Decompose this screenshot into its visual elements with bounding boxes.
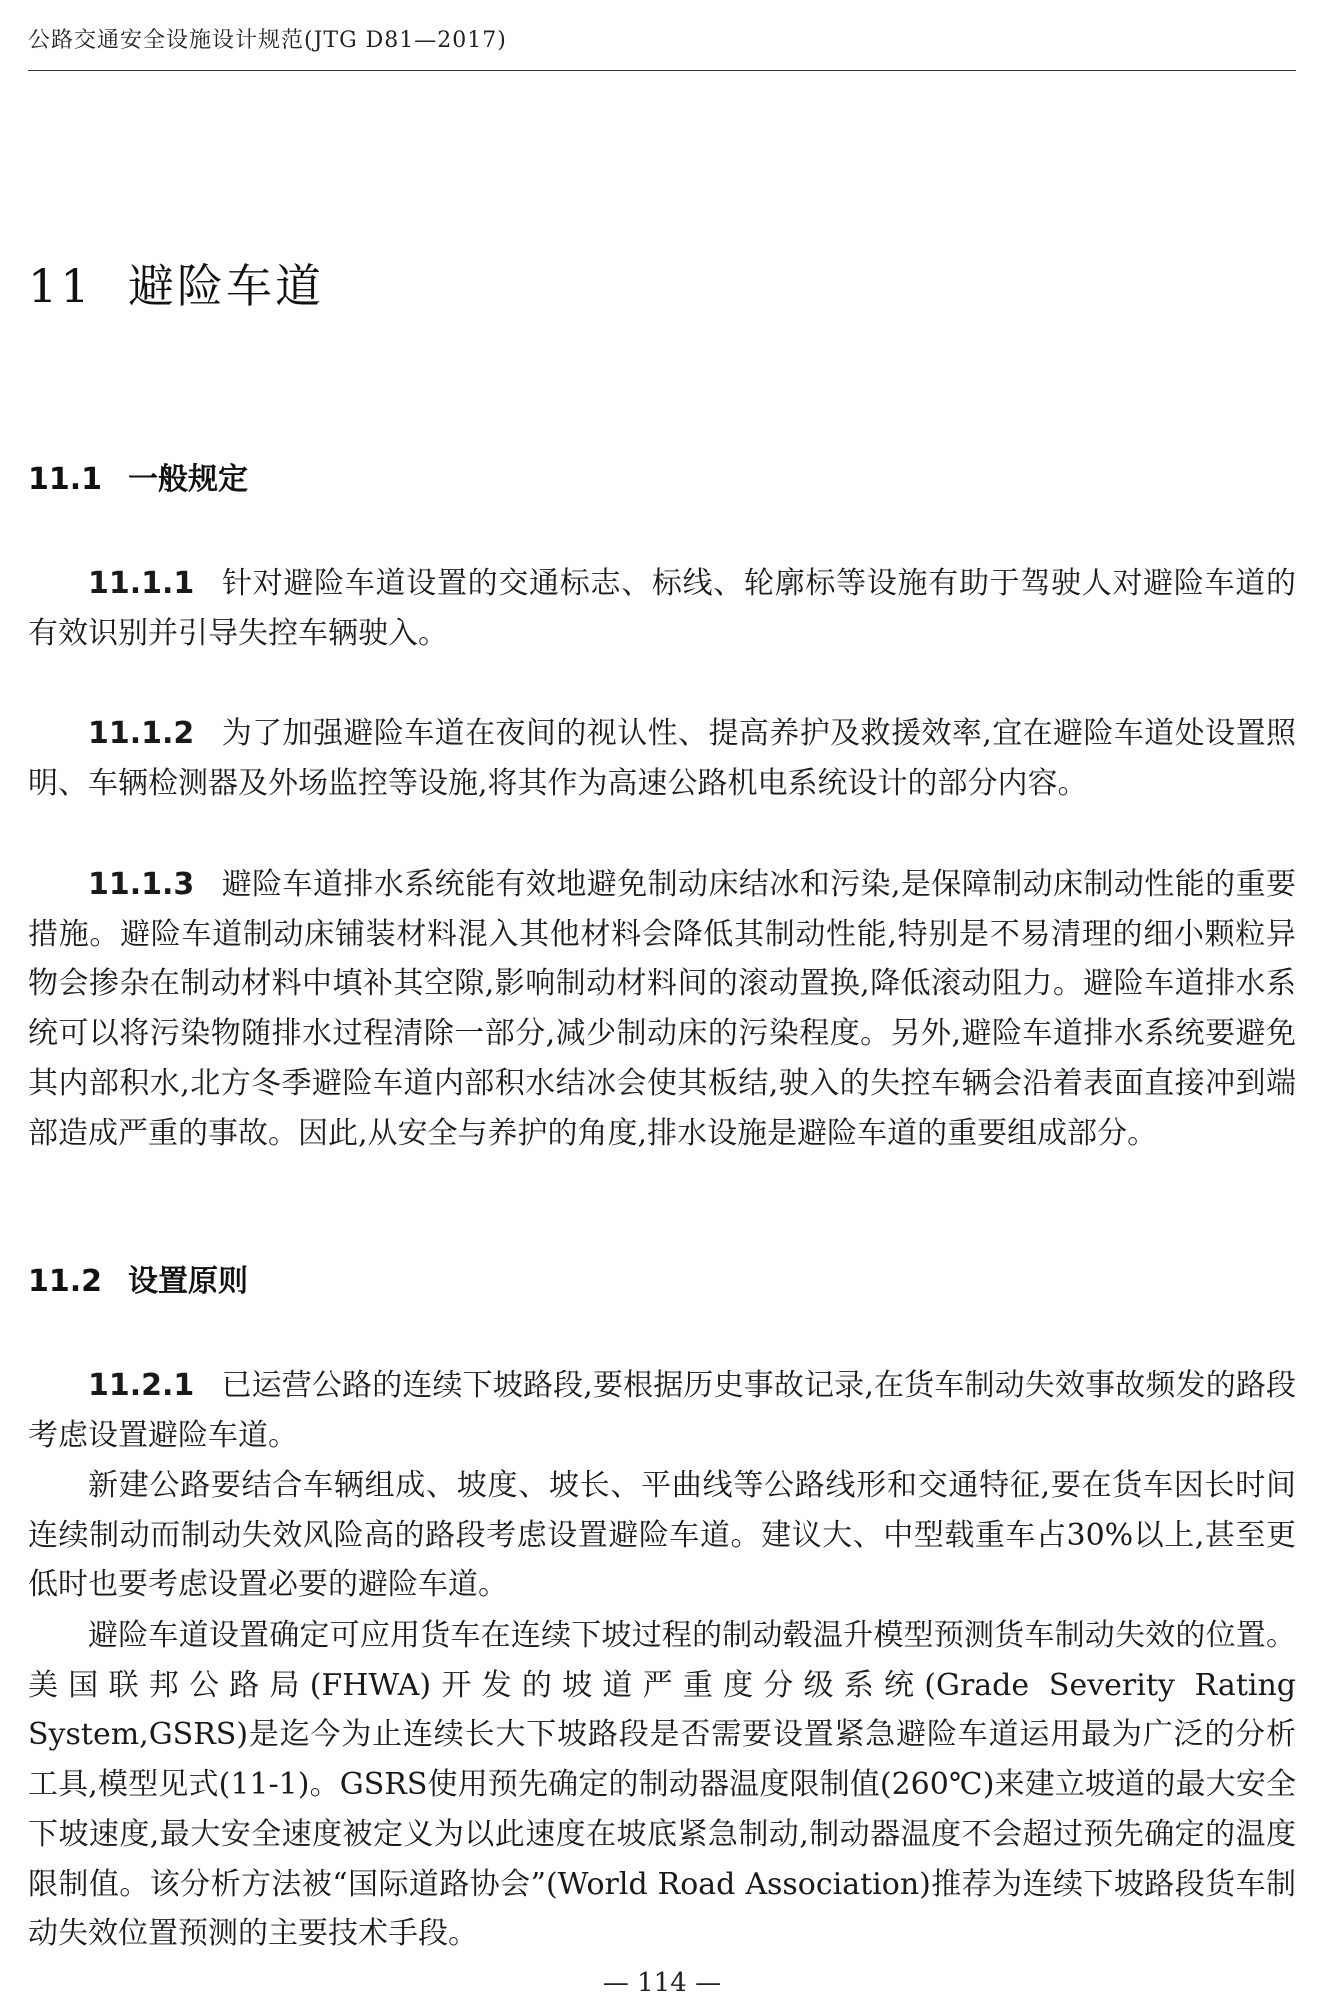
section-title: 设置原则: [128, 1264, 248, 1299]
clause-text: 已运营公路的连续下坡路段,要根据历史事故记录,在货车制动失效事故频发的路段考虑设置避险车道。: [28, 1368, 1296, 1453]
clause-number: 11.1.3: [88, 867, 195, 902]
clause-text: 避险车道排水系统能有效地避免制动床结冰和污染,是保障制动床制动性能的重要措施。避险车道制动床铺装材料混入其他材料会降低其制动性能,特别是不易清理的细小颗粒异物会掺杂在制动材料中填补其空隙,影响制动材料间的滚动置换,降低滚动阻力。避险车道排水系统可以将污染物随排水过程清除一部分,减少制动床的污染程度。另外,避险车道排水系统要避免其内部积水,北方冬季避险车道内部积水结冰会使其板结,驶入的失控车辆会沿着表面直接冲到端部造成严重的事故。因此,从安全与养护的角度,排水设施是避险车道的重要组成部分。: [28, 867, 1296, 1151]
clause-text: 为了加强避险车道在夜间的视认性、提高养护及救援效率,宜在避险车道处设置照明、车辆检测器及外场监控等设施,将其作为高速公路机电系统设计的部分内容。: [28, 716, 1296, 801]
clause-text: 针对避险车道设置的交通标志、标线、轮廓标等设施有助于驾驶人对避险车道的有效识别并引导失控车辆驶入。: [28, 566, 1296, 651]
clause-11-2-1-paragraph-2: 新建公路要结合车辆组成、坡度、坡长、平曲线等公路线形和交通特征,要在货车因长时间连续制动而制动失效风险高的路段考虑设置避险车道。建议大、中型载重车占30%以上,甚至更低时也要考虑设置必要的避险车道。: [28, 1468, 1296, 1603]
clause-11-2-1-paragraph-3: 避险车道设置确定可应用货车在连续下坡过程的制动毂温升模型预测货车制动失效的位置。美国联邦公路局(FHWA)开发的坡道严重度分级系统(Grade Severity Rating System,GSRS)是迄今为止连续长大下坡路段是否需要设置紧急避险车道运用最为广泛的分析工具,模型见式(11-1)。GSRS使用预先确定的制动器温度限制值(260℃)来建立坡道的最大安全下坡速度,最大安全速度被定义为以此速度在坡底紧急制动,制动器温度不会超过预先确定的温度限制值。该分析方法被“国际道路协会”(World Road Association)推荐为连续下坡路段货车制动失效位置预测的主要技术手段。: [28, 1618, 1296, 1952]
clause-11-1-2: [28, 709, 1296, 808]
clause-11-1-1: [28, 559, 1296, 658]
clause-number: 11.2.1: [88, 1368, 195, 1403]
section-title: 一般规定: [128, 462, 248, 497]
clause-number: 11.1.2: [88, 716, 195, 751]
section-heading-11-2: [28, 1262, 248, 1302]
running-header: 公路交通安全设施设计规范(JTG D81—2017): [28, 28, 507, 53]
chapter-title-text: 避险车道: [128, 259, 324, 313]
section-number: 11.1: [28, 462, 103, 497]
header-rule: [28, 70, 1296, 71]
chapter-title: [28, 256, 324, 316]
page-number: — 114 —: [602, 1968, 722, 1998]
clause-number: 11.1.1: [88, 566, 195, 601]
clause-11-1-3: [28, 860, 1296, 1158]
section-heading-11-1: [28, 460, 248, 500]
section-number: 11.2: [28, 1264, 103, 1299]
clause-11-2-1: [28, 1361, 1296, 1460]
chapter-number: 11: [28, 259, 93, 313]
